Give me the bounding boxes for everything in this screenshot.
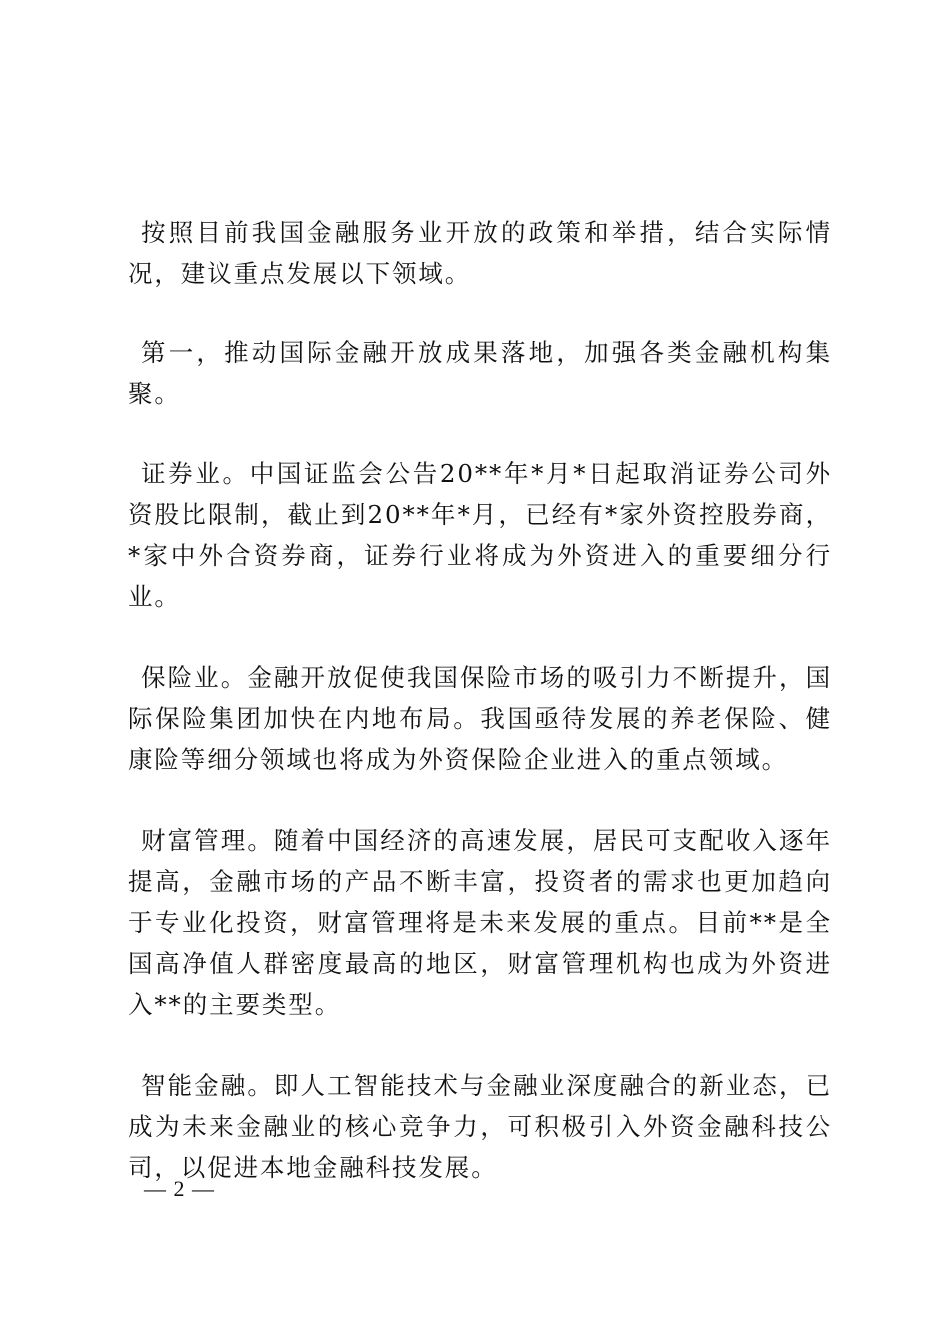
page-number: — 2 — <box>144 1176 215 1201</box>
smart-finance-paragraph: 智能金融。即人工智能技术与金融业深度融合的新业态，已成为未来金融业的核心竞争力，可积极引入外资金融科技公司，以促进本地金融科技发展。 <box>128 1071 832 1182</box>
section-heading-paragraph: 第一，推动国际金融开放成果落地，加强各类金融机构集聚。 <box>128 338 832 408</box>
document-body <box>128 212 832 1228</box>
securities-paragraph: 证券业。中国证监会公告20**年*月*日起取消证券公司外资股比限制，截止到20**年*月，已经有*家外资控股券商，*家中外合资券商，证券行业将成为外资进入的重要细分行业。 <box>128 459 832 611</box>
wealth-management-paragraph: 财富管理。随着中国经济的高速发展，居民可支配收入逐年提高，金融市场的产品不断丰富，投资者的需求也更加趋向于专业化投资，财富管理将是未来发展的重点。目前**是全国高净值人群密度最高的地区，财富管理机构也成为外资进入**的主要类型。 <box>128 826 832 1019</box>
intro-paragraph: 按照目前我国金融服务业开放的政策和举措，结合实际情况，建议重点发展以下领域。 <box>128 218 832 288</box>
insurance-paragraph: 保险业。金融开放促使我国保险市场的吸引力不断提升，国际保险集团加快在内地布局。我国亟待发展的养老保险、健康险等细分领域也将成为外资保险企业进入的重点领域。 <box>128 663 832 774</box>
